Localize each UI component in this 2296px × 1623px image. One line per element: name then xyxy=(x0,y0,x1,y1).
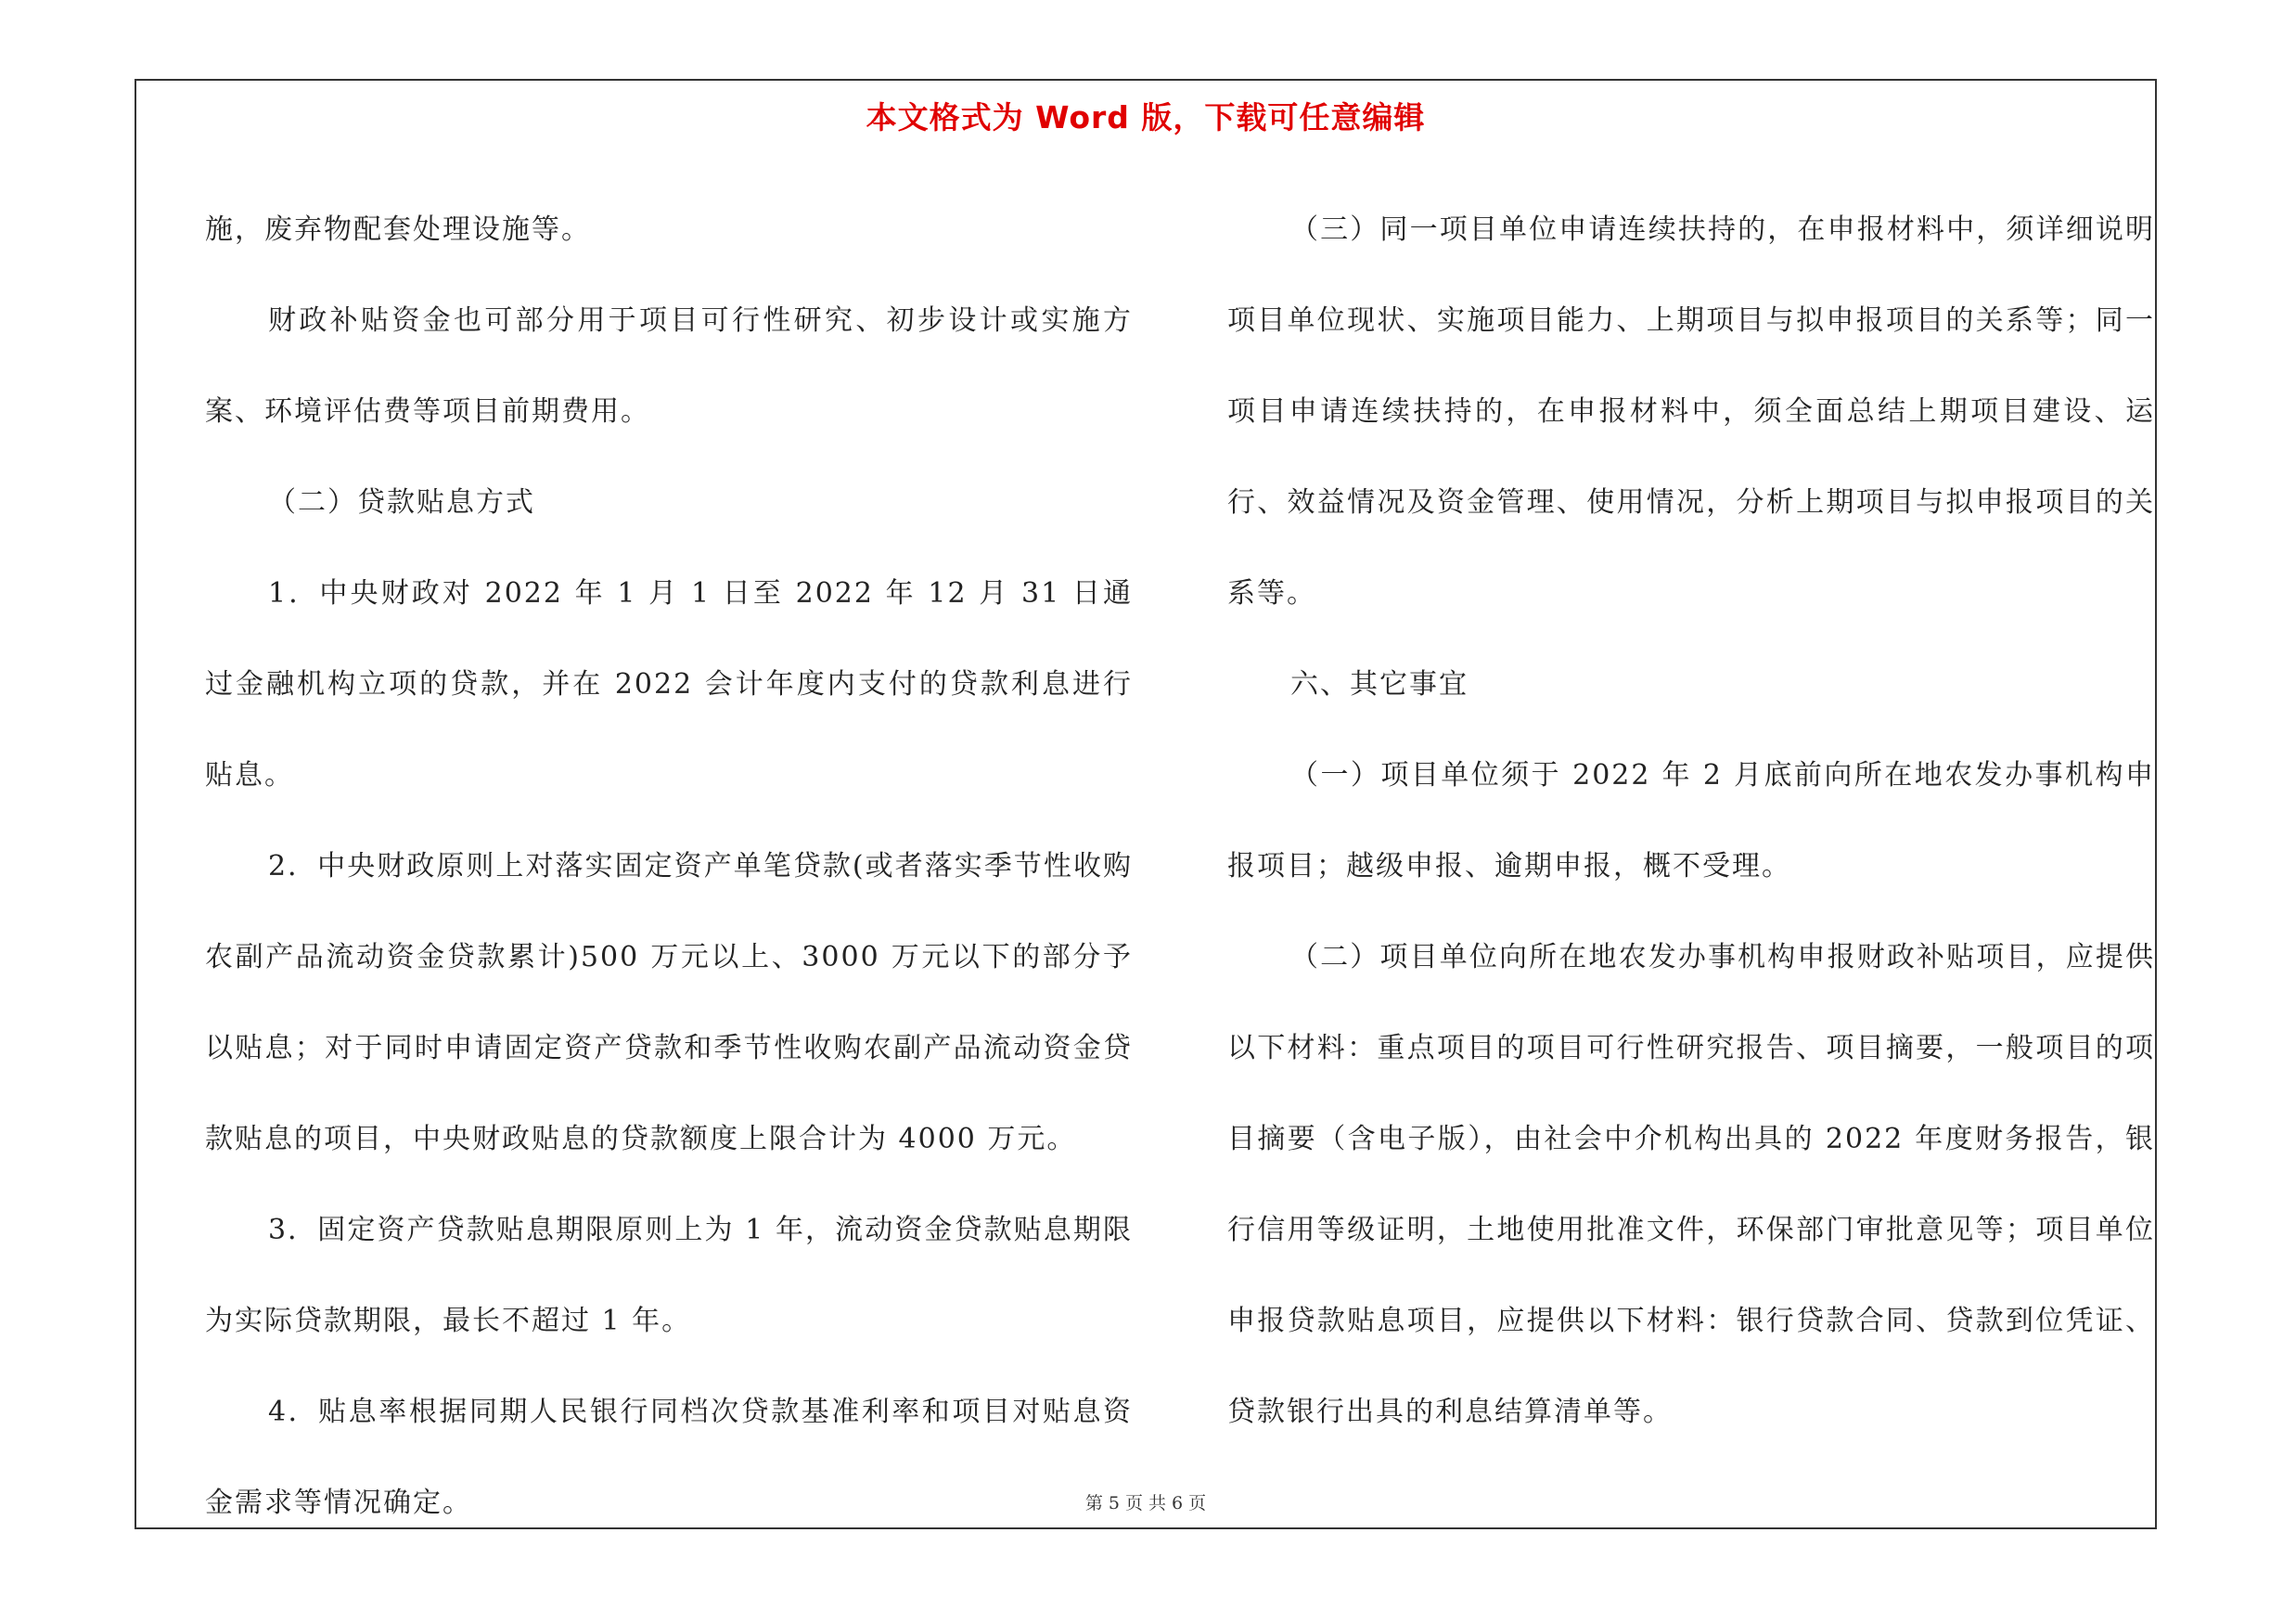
paragraph: 施，废弃物配套处理设施等。 xyxy=(205,213,591,246)
right-column xyxy=(1227,185,2155,1458)
header-banner: 本文格式为 Word 版，下载可任意编辑 xyxy=(866,99,1426,135)
left-column xyxy=(205,185,1133,1549)
section-heading: （二）贷款贴息方式 xyxy=(268,486,535,519)
page-number-footer: 第 5 页 共 6 页 xyxy=(1084,1493,1207,1514)
paragraph: （三）同一项目单位申请连续扶持的，在申报材料中，须详细说明项目单位现状、实施项目能力、上期项目与拟申报项目的关系等；同一项目申请连续扶持的，在申报材料中，须全面总结上期项目建设、运行、效益情况及资金管理、使用情况，分析上期项目与拟申报项目的关系等。 xyxy=(1227,213,2155,610)
paragraph: （二）项目单位向所在地农发办事机构申报财政补贴项目，应提供以下材料：重点项目的项目可行性研究报告、项目摘要，一般项目的项目摘要（含电子版），由社会中介机构出具的 2022 年度财务报告，银行信用等级证明，土地使用批准文件，环保部门审批意见等；项目单位申报贷款贴息项目，应提供以下材料：银行贷款合同、贷款到位凭证、贷款银行出具的利息结算清单等。 xyxy=(1227,941,2155,1428)
paragraph: （一）项目单位须于 2022 年 2 月底前向所在地农发办事机构申报项目；越级申报、逾期申报，概不受理。 xyxy=(1227,759,2155,882)
paragraph: 4．贴息率根据同期人民银行同档次贷款基准利率和项目对贴息资金需求等情况确定。 xyxy=(205,1396,1133,1519)
section-heading: 六、其它事宜 xyxy=(1290,668,1469,701)
page-frame xyxy=(135,79,2157,1529)
paragraph: 3．固定资产贷款贴息期限原则上为 1 年，流动资金贷款贴息期限为实际贷款期限，最长不超过 1 年。 xyxy=(205,1214,1133,1337)
paragraph: 1．中央财政对 2022 年 1 月 1 日至 2022 年 12 月 31 日通过金融机构立项的贷款，并在 2022 会计年度内支付的贷款利息进行贴息。 xyxy=(205,577,1133,792)
paragraph: 2．中央财政原则上对落实固定资产单笔贷款(或者落实季节性收购农副产品流动资金贷款累计)500 万元以上、3000 万元以下的部分予以贴息；对于同时申请固定资产贷款和季节性收购农副产品流动资金贷款贴息的项目，中央财政贴息的贷款额度上限合计为 4000 万元。 xyxy=(205,850,1133,1155)
paragraph: 财政补贴资金也可部分用于项目可行性研究、初步设计或实施方案、环境评估费等项目前期费用。 xyxy=(205,304,1133,428)
